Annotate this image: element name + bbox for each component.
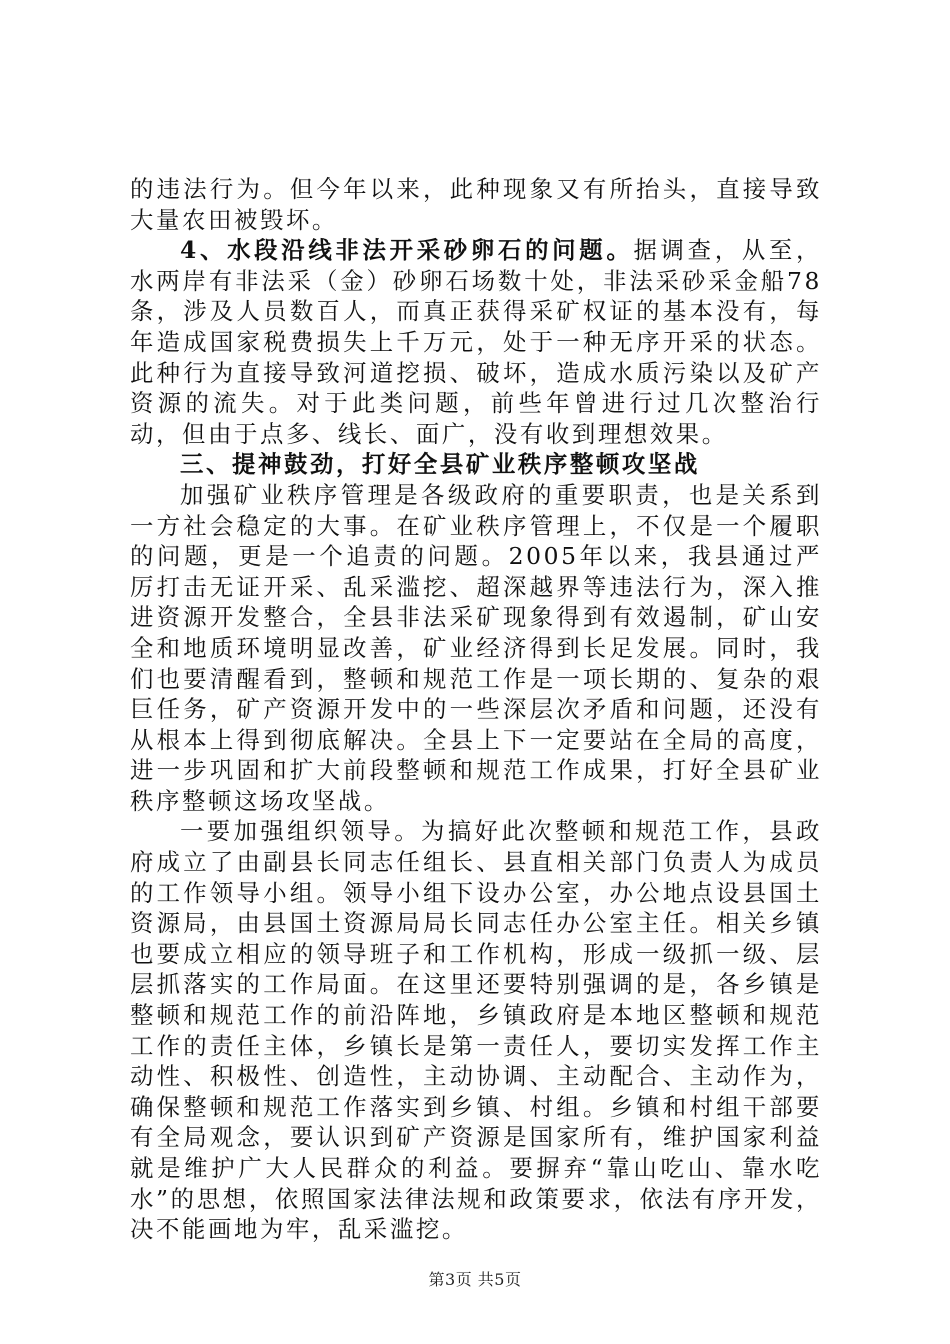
paragraph-item-4	[130, 235, 822, 449]
paragraph-lead-heading: 4、水段沿线非法开采砂卵石的问题。	[180, 236, 634, 265]
paragraph-text: 一要加强组织领导。为搞好此次整顿和规范工作，县政府成立了由副县长同志任组长、县直相关部门负责人为成员的工作领导小组。领导小组下设办公室，办公地点设县国土资源局，由县国土资源局局长同志任办公室主任。相关乡镇也要成立相应的领导班子和工作机构，形成一级抓一级、层层抓落实的工作局面。在这里还要特别强调的是，各乡镇是整顿和规范工作的前沿阵地，乡镇政府是本地区整顿和规范工作的责任主体，乡镇长是第一责任人，要切实发挥工作主动性、积极性、创造性，主动协调、主动配合、主动作为，确保整顿和规范工作落实到乡镇、村组。乡镇和村组干部要有全局观念，要认识到矿产资源是国家所有，维护国家利益就是维护广大人民群众的利益。要摒弃“靠山吃山、靠水吃水”的思想，依照国家法律法规和政策要求，依法有序开发，决不能画地为牢，乱采滥挖。	[130, 817, 822, 1244]
section-heading-3	[130, 449, 822, 480]
paragraph-organization-leadership	[130, 816, 822, 1244]
paragraph-text: 的违法行为。但今年以来，此种现象又有所抬头，直接导致大量农田被毁坏。	[130, 175, 822, 234]
page-number-footer: 第3页 共5页	[428, 1270, 522, 1289]
paragraph-continuation	[130, 174, 822, 235]
document-body	[130, 174, 822, 1245]
paragraph-text: 据调查，从至，水两岸有非法采（金）砂卵石场数十处，非法采砂采金船78条，涉及人员数百人，而真正获得采矿权证的基本没有，每年造成国家税费损失上千万元，处于一种无序开采的状态。此种行为直接导致河道挖损、破坏，造成水质污染以及矿产资源的流失。对于此类问题，前些年曾进行过几次整治行动，但由于点多、线长、面广，没有收到理想效果。	[130, 236, 822, 448]
section-heading-text: 三、提神鼓劲，打好全县矿业秩序整顿攻坚战	[180, 450, 700, 479]
paragraph-text: 加强矿业秩序管理是各级政府的重要职责，也是关系到一方社会稳定的大事。在矿业秩序管理上，不仅是一个履职的问题，更是一个追责的问题。2005年以来，我县通过严厉打击无证开采、乱采滥挖、超深越界等违法行为，深入推进资源开发整合，全县非法采矿现象得到有效遏制，矿山安全和地质环境明显改善，矿业经济得到长足发展。同时，我们也要清醒看到，整顿和规范工作是一项长期的、复杂的艰巨任务，矿产资源开发中的一些深层次矛盾和问题，还没有从根本上得到彻底解决。全县上下一定要站在全局的高度，进一步巩固和扩大前段整顿和规范工作成果，打好全县矿业秩序整顿这场攻坚战。	[130, 480, 822, 815]
paragraph-section-intro	[130, 480, 822, 817]
